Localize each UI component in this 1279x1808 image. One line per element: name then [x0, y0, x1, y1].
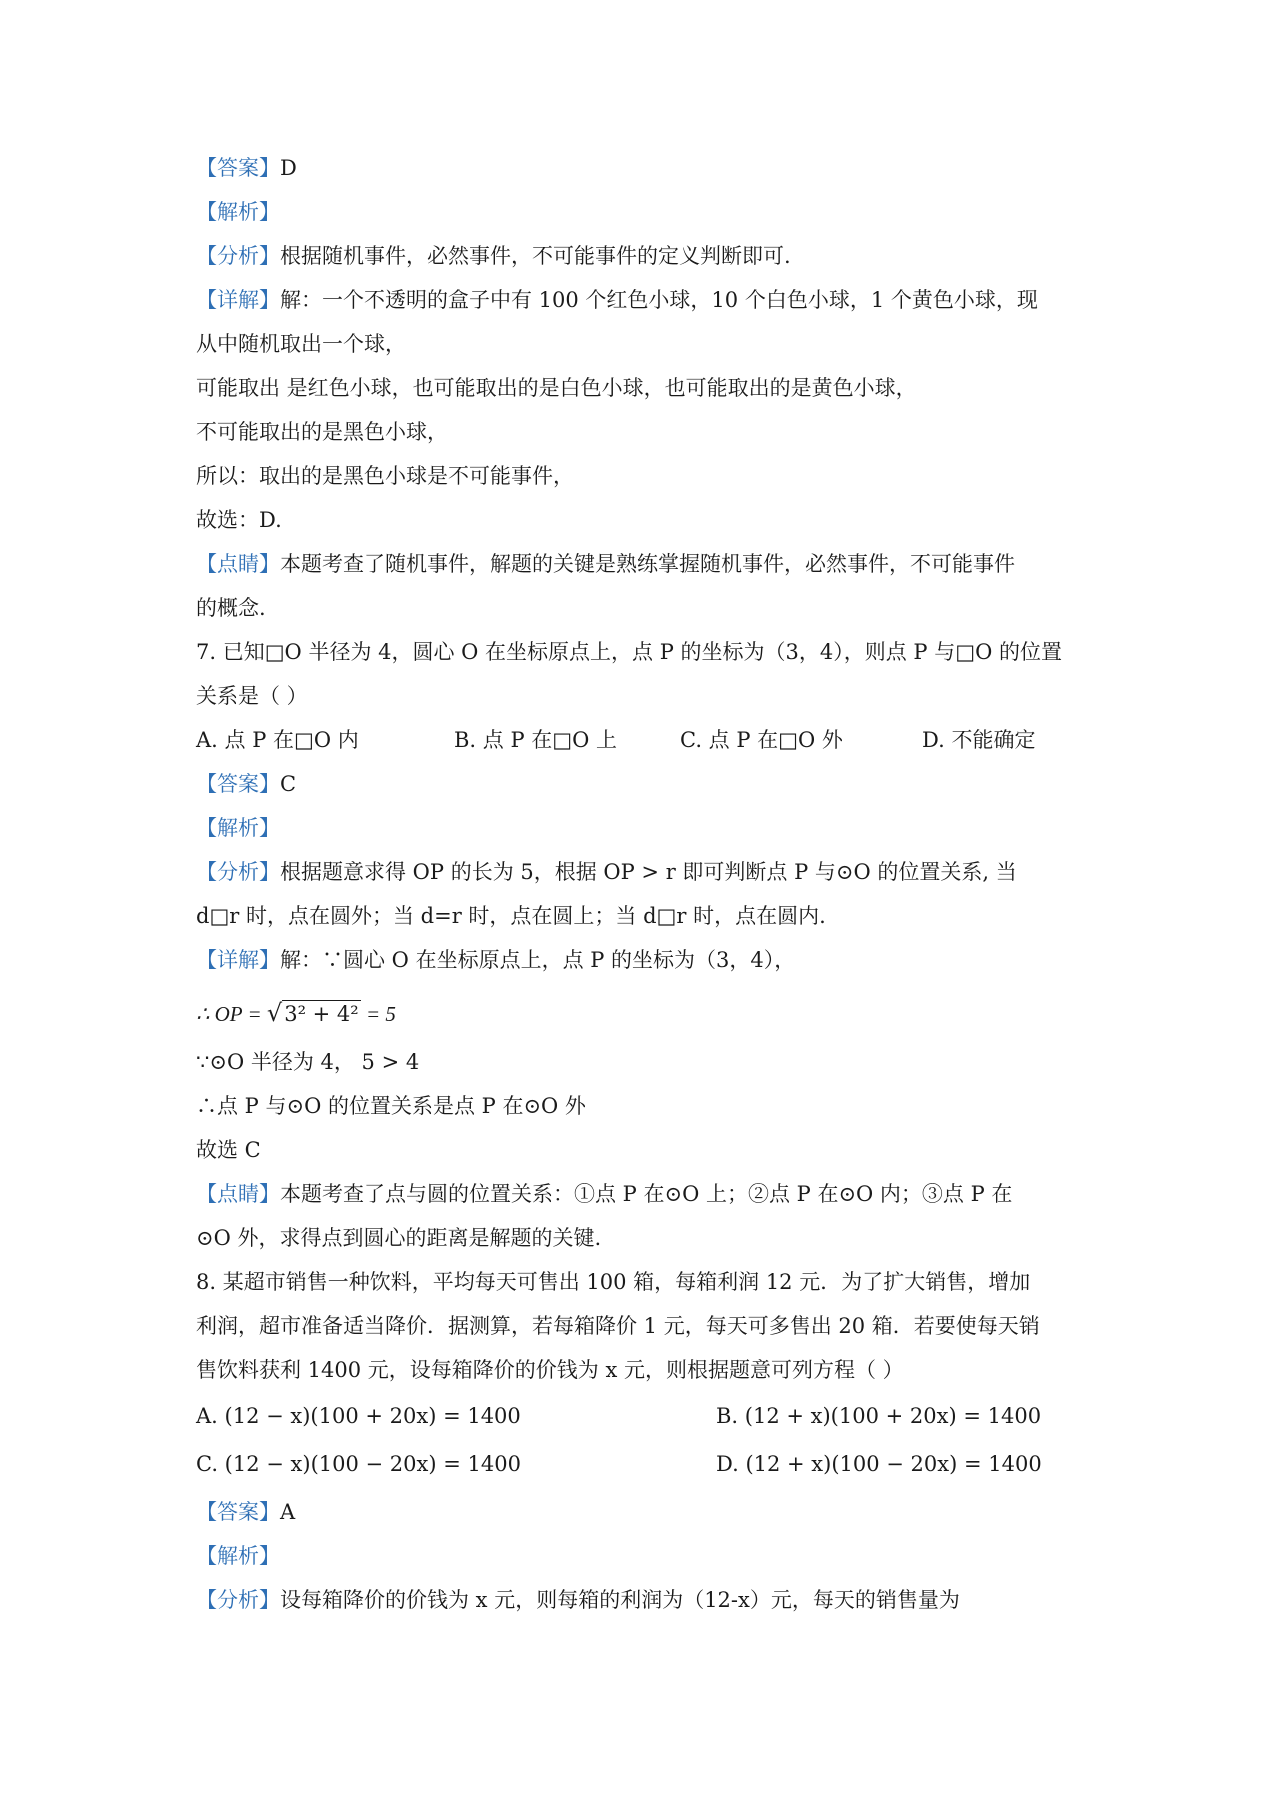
question-stem: 售饮料获利 1400 元，设每箱降价的价钱为 x 元，则根据题意可列方程（ ）	[196, 1358, 904, 1382]
options-row	[196, 718, 1096, 762]
text-line: ∵⊙O 半径为 4， 5 > 4	[196, 1050, 420, 1074]
answer-value: D	[280, 156, 297, 180]
formula-radicand: 3² + 4²	[284, 1002, 359, 1026]
option-c: C. (12 − x)(100 − 20x) = 1400	[196, 1452, 521, 1476]
answer-tag: 【答案】	[196, 156, 280, 180]
analysis-heading	[196, 190, 1096, 234]
text-line: 故选：D.	[196, 508, 282, 532]
formula-line	[196, 988, 1096, 1038]
dianjing-tag: 【点睛】	[196, 552, 280, 576]
text-line: 从中随机取出一个球，	[196, 332, 406, 356]
sqrt-symbol: √	[266, 999, 283, 1027]
formula-lhs: ∴ OP =	[196, 1002, 267, 1026]
question-stem: 7. 已知□O 半径为 4，圆心 O 在坐标原点上，点 P 的坐标为（3，4），则点 P 与□O 的位置	[196, 640, 1062, 664]
option-a: A. (12 − x)(100 + 20x) = 1400	[196, 1404, 521, 1428]
text-line: ⊙O 外，求得点到圆心的距离是解题的关键.	[196, 1226, 602, 1250]
fenxi-tag: 【分析】	[196, 860, 280, 884]
option-d: D. (12 + x)(100 − 20x) = 1400	[716, 1452, 1042, 1476]
answer-line	[196, 146, 1096, 190]
dianjing-line	[196, 1172, 1096, 1216]
text-line: ∴点 P 与⊙O 的位置关系是点 P 在⊙O 外	[196, 1094, 586, 1118]
option-a: A. 点 P 在□O 内	[196, 728, 359, 752]
question-stem: 利润，超市准备适当降价．据测算，若每箱降价 1 元，每天可多售出 20 箱．若要使每天销	[196, 1314, 1040, 1338]
answer-value: A	[280, 1500, 296, 1524]
options-row	[196, 1442, 1096, 1486]
option-c: C. 点 P 在□O 外	[680, 728, 843, 752]
analysis-tag: 【解析】	[196, 816, 280, 840]
fenxi-text: 根据随机事件，必然事件，不可能事件的定义判断即可.	[280, 244, 791, 268]
question-stem: 关系是（ ）	[196, 684, 308, 708]
answer-tag: 【答案】	[196, 1500, 280, 1524]
xiangjie-tag: 【详解】	[196, 288, 280, 312]
xiangjie-line	[196, 938, 1096, 982]
xiangjie-text: 解：一个不透明的盒子中有 100 个红色小球，10 个白色小球，1 个黄色小球，现	[280, 288, 1038, 312]
fenxi-line	[196, 234, 1096, 278]
fenxi-text: 设每箱降价的价钱为 x 元，则每箱的利润为（12-x）元，每天的销售量为	[280, 1588, 960, 1612]
fenxi-tag: 【分析】	[196, 1588, 280, 1612]
analysis-tag: 【解析】	[196, 200, 280, 224]
analysis-heading	[196, 1534, 1096, 1578]
text-line: 可能取出 是红色小球，也可能取出的是白色小球，也可能取出的是黄色小球，	[196, 376, 917, 400]
option-d: D. 不能确定	[922, 728, 1036, 752]
text-line: 所以：取出的是黑色小球是不可能事件，	[196, 464, 574, 488]
analysis-tag: 【解析】	[196, 1544, 280, 1568]
text-line: 故选 C	[196, 1138, 261, 1162]
formula-rhs: = 5	[360, 1002, 396, 1026]
dianjing-line	[196, 542, 1096, 586]
text-line: 的概念.	[196, 596, 266, 620]
dianjing-text: 本题考查了随机事件，解题的关键是熟练掌握随机事件，必然事件，不可能事件	[280, 552, 1015, 576]
answer-value: C	[280, 772, 297, 796]
answer-tag: 【答案】	[196, 772, 280, 796]
text-line: 不可能取出的是黑色小球，	[196, 420, 448, 444]
answer-line	[196, 1490, 1096, 1534]
answer-line	[196, 762, 1096, 806]
fenxi-line	[196, 850, 1096, 894]
fenxi-tag: 【分析】	[196, 244, 280, 268]
question-stem: 8. 某超市销售一种饮料，平均每天可售出 100 箱，每箱利润 12 元．为了扩大销售，增加	[196, 1270, 1031, 1294]
text-line: d□r 时，点在圆外；当 d=r 时，点在圆上；当 d□r 时，点在圆内.	[196, 904, 826, 928]
option-b: B. 点 P 在□O 上	[454, 728, 617, 752]
dianjing-tag: 【点睛】	[196, 1182, 280, 1206]
fenxi-line	[196, 1578, 1096, 1622]
dianjing-text: 本题考查了点与圆的位置关系：①点 P 在⊙O 上；②点 P 在⊙O 内；③点 P 在	[280, 1182, 1013, 1206]
xiangjie-text: 解：∵圆心 O 在坐标原点上，点 P 的坐标为（3，4），	[280, 948, 796, 972]
xiangjie-tag: 【详解】	[196, 948, 280, 972]
xiangjie-line	[196, 278, 1096, 322]
analysis-heading	[196, 806, 1096, 850]
options-row	[196, 1394, 1096, 1438]
option-b: B. (12 + x)(100 + 20x) = 1400	[716, 1404, 1042, 1428]
fenxi-text: 根据题意求得 OP 的长为 5，根据 OP > r 即可判断点 P 与⊙O 的位置关系, 当	[280, 860, 1017, 884]
